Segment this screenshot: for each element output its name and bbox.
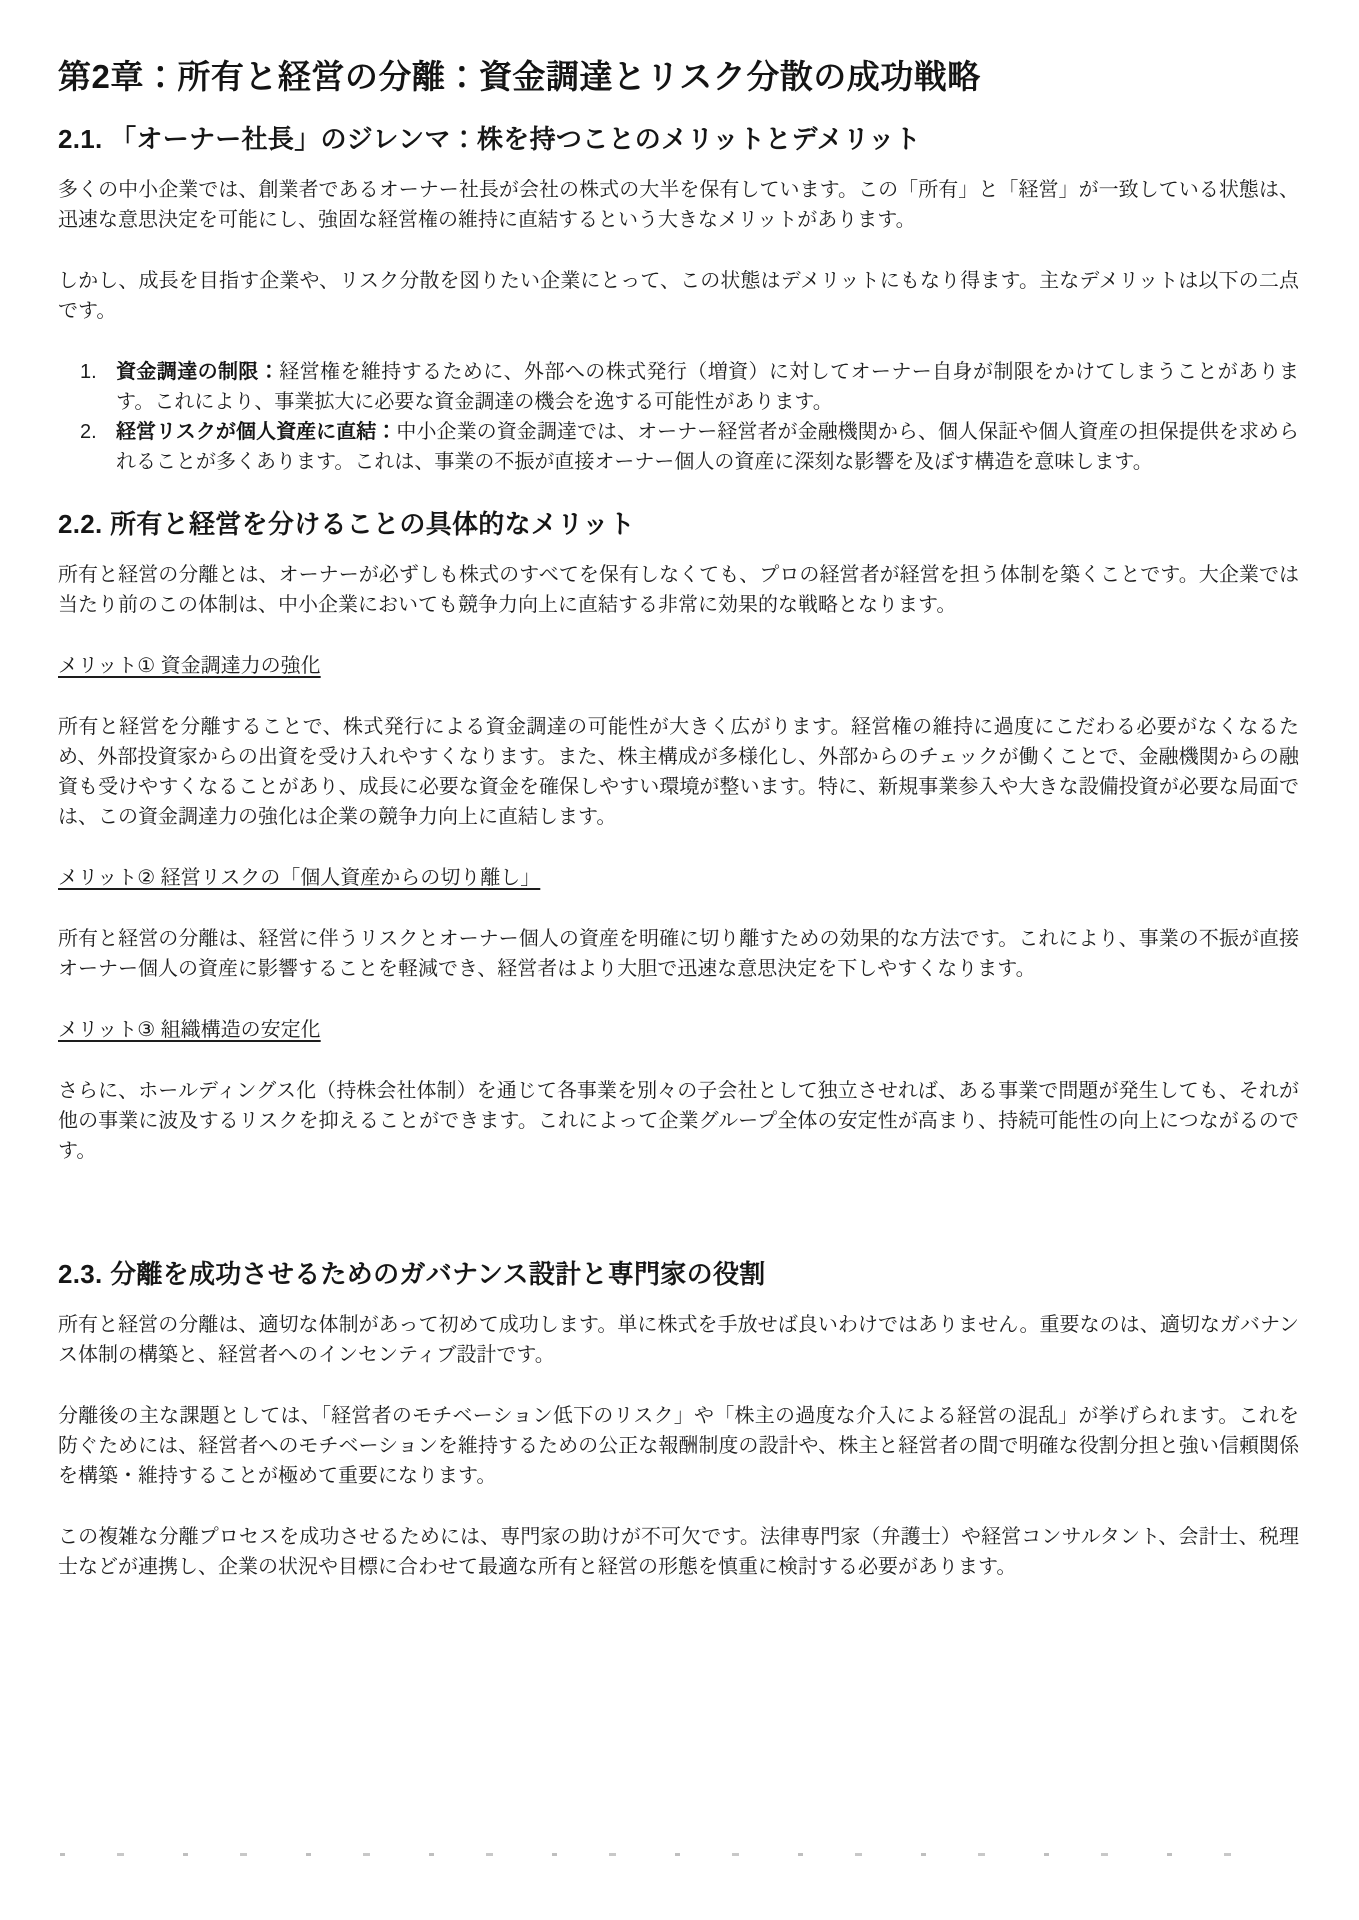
list-item (80, 357, 1299, 417)
list-item (80, 417, 1299, 477)
paragraph: 所有と経営の分離は、経営に伴うリスクとオーナー個人の資産を明確に切り離すための効果的な方法です。これにより、事業の不振が直接オーナー個人の資産に影響することを軽減でき、経営者はより大胆で迅速な意思決定を下しやすくなります。 (58, 927, 1299, 980)
list-item-body (116, 357, 1299, 417)
paragraph: 所有と経営の分離とは、オーナーが必ずしも株式のすべてを保有しなくても、プロの経営者が経営を担う体制を築くことです。大企業では当たり前のこの体制は、中小企業においても競争力向上に直結する非常に効果的な戦略となります。 (58, 563, 1299, 616)
list-item-text: 中小企業の資金調達では、オーナー経営者が金融機関から、個人保証や個人資産の担保提供を求められることが多くあります。これは、事業の不振が直接オーナー個人の資産に深刻な影響を及ぼす構造を意味します。 (116, 421, 1299, 474)
section-heading-2-1: 2.1. 「オーナー社長」のジレンマ：株を持つことのメリットとデメリット (58, 124, 921, 155)
section-heading-2-3: 2.3. 分離を成功させるためのガバナンス設計と専門家の役割 (58, 1258, 766, 1289)
paragraph: 多くの中小企業では、創業者であるオーナー社長が会社の株式の大半を保有しています。この「所有」と「経営」が一致している状態は、迅速な意思決定を可能にし、強固な経営権の維持に直結するという大きなメリットがあります。 (58, 179, 1299, 232)
merit-heading-1: メリット① 資金調達力の強化 (58, 654, 321, 677)
cutoff-text-remnant (60, 1853, 1289, 1856)
paragraph: さらに、ホールディングス化（持株会社体制）を通じて各事業を別々の子会社として独立させれば、ある事業で問題が発生しても、それが他の事業に波及するリスクを抑えることができます。これによって企業グループ全体の安定性が高まり、持続可能性の向上につながるのです。 (58, 1079, 1299, 1162)
list-item-number: 1. (80, 361, 97, 384)
paragraph: 分離後の主な課題としては、「経営者のモチベーション低下のリスク」や「株主の過度な介入による経営の混乱」が挙げられます。これを防ぐためには、経営者へのモチベーションを維持するための公正な報酬制度の設計や、株主と経営者の間で明確な役割分担と強い信頼関係を構築・維持することが極めて重要になります。 (58, 1404, 1299, 1487)
section-heading-2-2: 2.2. 所有と経営を分けることの具体的なメリット (58, 509, 636, 540)
list-item-text: 経営権を維持するために、外部への株式発行（増資）に対してオーナー自身が制限をかけてしまうことがあります。これにより、事業拡大に必要な資金調達の機会を逸する可能性があります。 (116, 361, 1300, 414)
demerit-list (58, 357, 1299, 477)
list-item-number: 2. (80, 421, 97, 444)
list-item-body (116, 417, 1299, 477)
list-item-label: 経営リスクが個人資産に直結： (116, 421, 397, 444)
chapter-title: 第2章：所有と経営の分離：資金調達とリスク分散の成功戦略 (58, 58, 981, 95)
paragraph: しかし、成長を目指す企業や、リスク分散を図りたい企業にとって、この状態はデメリットにもなり得ます。主なデメリットは以下の二点です。 (58, 270, 1299, 323)
merit-heading-3: メリット③ 組織構造の安定化 (58, 1018, 321, 1041)
paragraph: 所有と経営を分離することで、株式発行による資金調達の可能性が大きく広がります。経営権の維持に過度にこだわる必要がなくなるため、外部投資家からの出資を受け入れやすくなります。また、株主構成が多様化し、外部からのチェックが働くことで、金融機関からの融資も受けやすくなることがあり、成長に必要な資金を確保しやすい環境が整います。特に、新規事業参入や大きな設備投資が必要な局面では、この資金調達力の強化は企業の競争力向上に直結します。 (58, 715, 1299, 828)
paragraph: この複雑な分離プロセスを成功させるためには、専門家の助けが不可欠です。法律専門家（弁護士）や経営コンサルタント、会計士、税理士などが連携し、企業の状況や目標に合わせて最適な所有と経営の形態を慎重に検討する必要があります。 (58, 1525, 1299, 1578)
list-item-label: 資金調達の制限： (116, 361, 280, 384)
paragraph: 所有と経営の分離は、適切な体制があって初めて成功します。単に株式を手放せば良いわけではありません。重要なのは、適切なガバナンス体制の構築と、経営者へのインセンティブ設計です。 (58, 1313, 1299, 1366)
merit-heading-2: メリット② 経営リスクの「個人資産からの切り離し」 (58, 866, 541, 889)
